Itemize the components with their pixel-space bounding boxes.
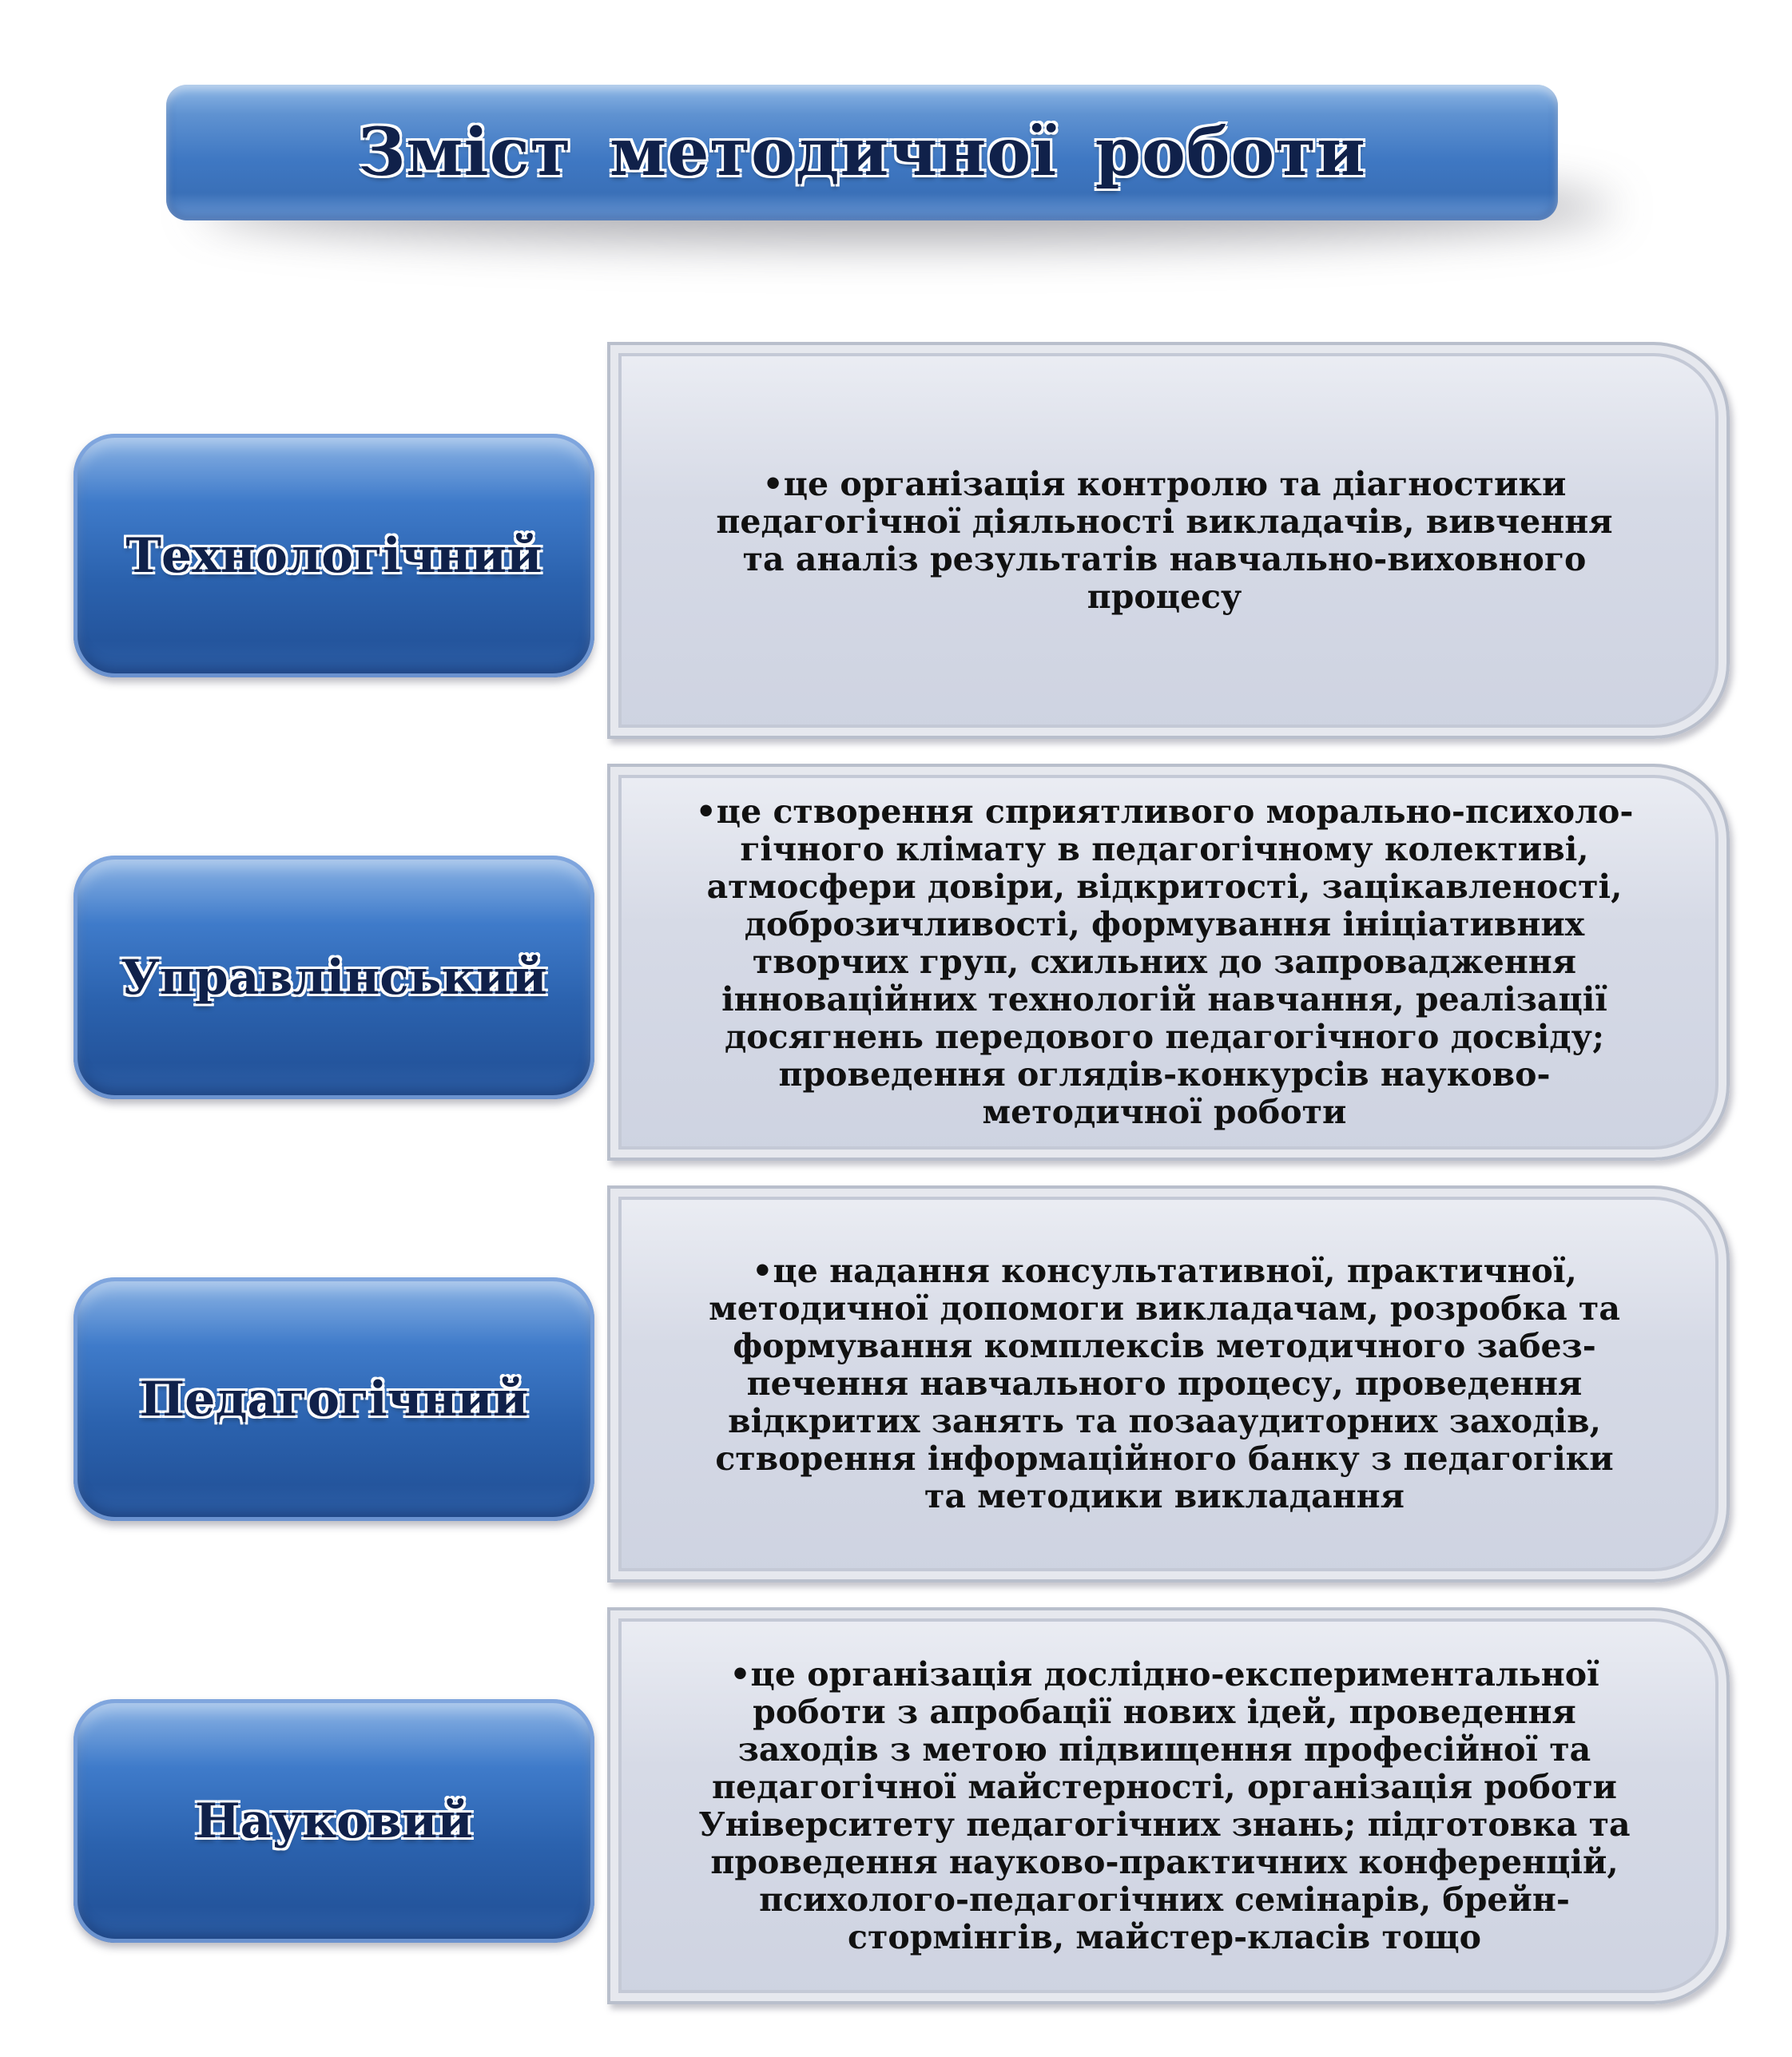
description-text: •це організація дослідно-експериментальної роботи з апробації нових ідей, проведення заходів з метою підвищення професійної та педагогічної майстерності, організація роботи Університету педагогічних знань; підготовка та проведення науково-практичних конференцій, психолого-педагогічних семінарів, брейн- стормінгів, майстер-класів тощо — [698, 1654, 1631, 1956]
category-label: Управлінський — [121, 949, 547, 1006]
description-text: •це організація контролю та діагностики педагогічної діяльності викладачів, вивчення та аналіз результатів навчально-виховного процесу — [716, 464, 1613, 616]
category-label: Педагогічний — [139, 1371, 529, 1428]
category-label: Технологічний — [125, 527, 542, 584]
page-title: Зміст методичної роботи — [358, 114, 1366, 191]
description-box-pedagogical — [607, 1185, 1730, 1582]
category-box-pedagogical — [74, 1277, 594, 1521]
description-box-technological — [607, 342, 1730, 739]
description-box-managerial — [607, 764, 1730, 1161]
category-box-technological — [74, 434, 594, 677]
description-box-scientific — [607, 1607, 1730, 2004]
category-label: Науковий — [194, 1793, 474, 1849]
category-box-managerial — [74, 856, 594, 1099]
description-text: •це створення сприятливого морально-психоло- гічного клімату в педагогічному колективі, атмосфери довіри, відкритості, зацікавленості, доброзичливості, формування ініціативних творчих груп, схильних до запровадження інноваційних технологій навчання, реалізації досягнень передового педагогічного досвіду; проведення оглядів-конкурсів науково- методичної роботи — [695, 792, 1634, 1131]
description-text: •це надання консультативної, практичної, методичної допомоги викладачам, розробка та формування комплексів методичного забез- печення навчального процесу, проведення відкритих занять та позааудиторних заходів, створення інформаційного банку з педагогіки та методики викладання — [709, 1252, 1620, 1515]
title-banner — [166, 85, 1558, 220]
category-box-scientific — [74, 1699, 594, 1943]
